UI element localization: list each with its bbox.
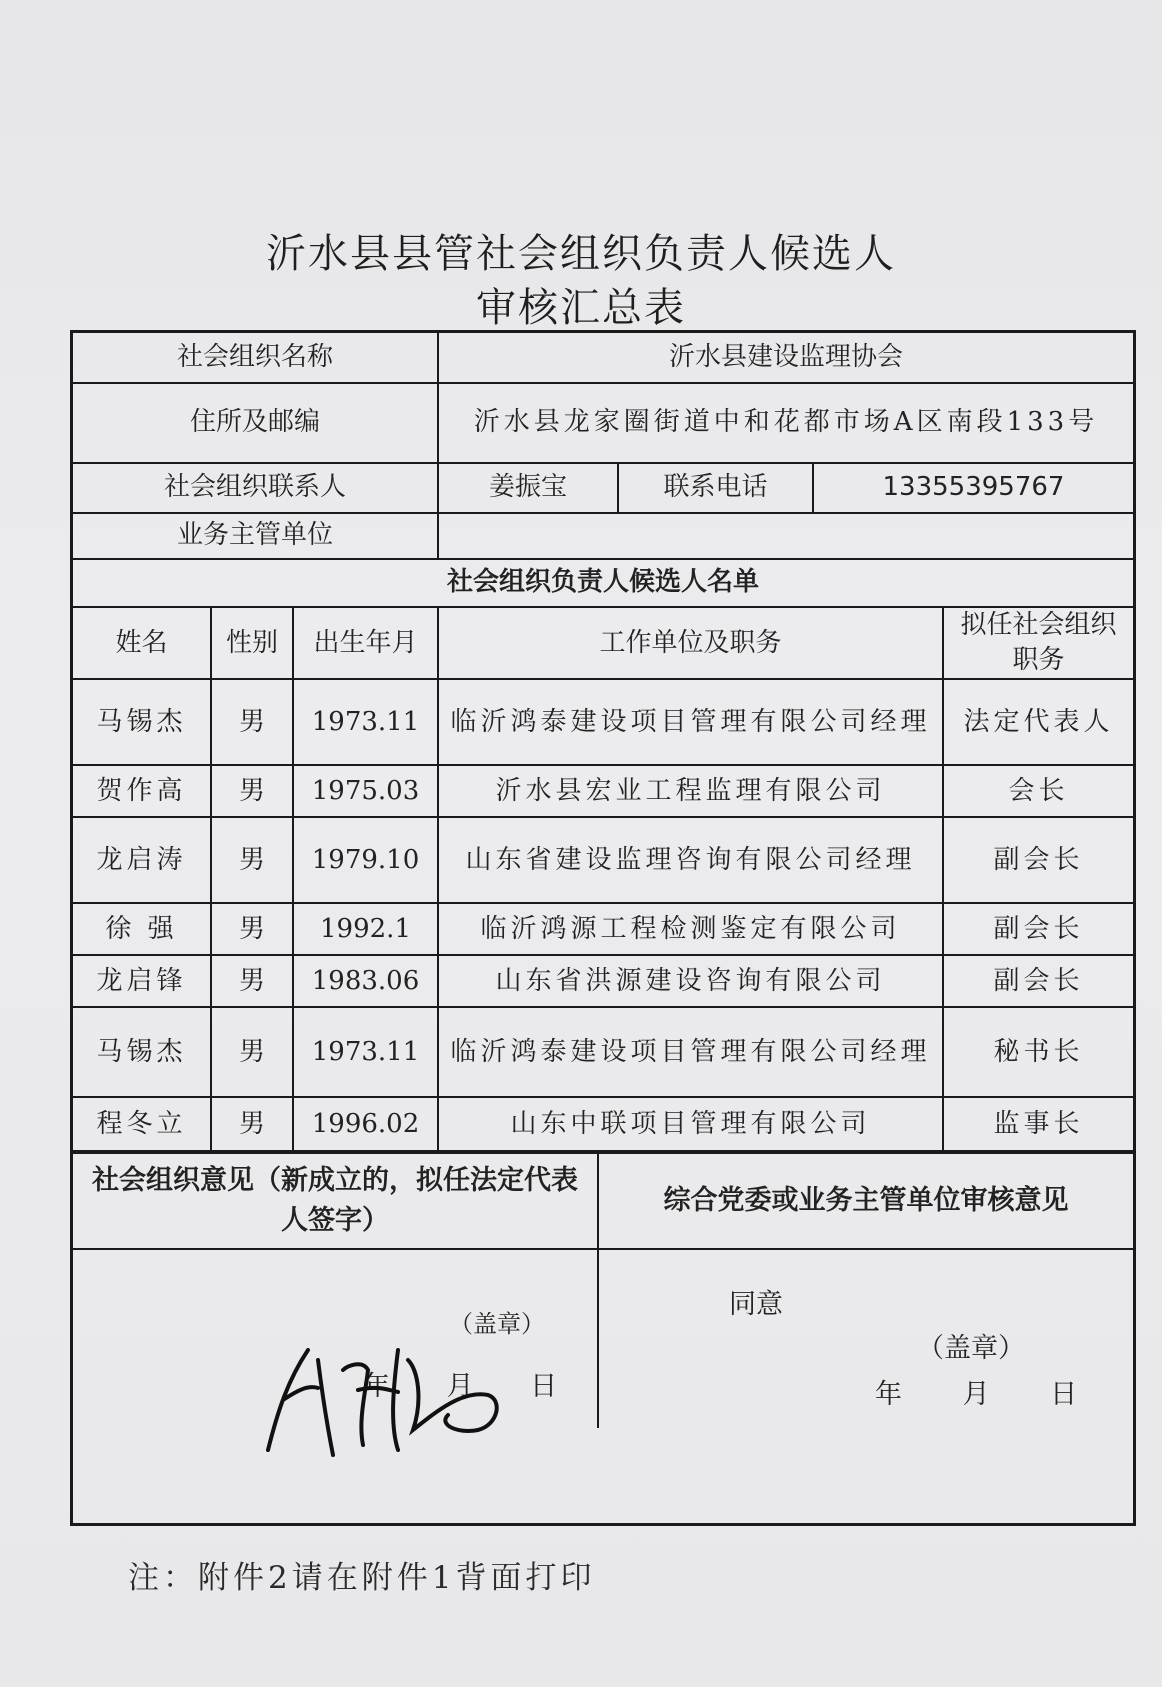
- cell-gender: 男: [211, 1007, 293, 1097]
- table-row: [73, 955, 1133, 1007]
- cell-work: 临沂鸿源工程检测鉴定有限公司: [438, 903, 943, 955]
- header-name: 姓名: [73, 607, 211, 679]
- cell-birth: 1973.11: [293, 679, 438, 765]
- contact-value: 姜振宝: [438, 463, 618, 513]
- cell-birth: 1973.11: [293, 1007, 438, 1097]
- header-work: 工作单位及职务: [438, 607, 943, 679]
- address-label: 住所及邮编: [73, 383, 438, 463]
- cell-gender: 男: [211, 955, 293, 1007]
- cell-role: 副会长: [943, 817, 1133, 903]
- cell-name: 马锡杰: [73, 1007, 211, 1097]
- cell-gender: 男: [211, 817, 293, 903]
- review-form: [70, 330, 1136, 1526]
- org-name-value: 沂水县建设监理协会: [438, 333, 1133, 383]
- cell-role: 法定代表人: [943, 679, 1133, 765]
- document-title-line2: 审核汇总表: [476, 285, 686, 331]
- supervisor-label: 业务主管单位: [73, 513, 438, 559]
- cell-name: 马锡杰: [73, 679, 211, 765]
- cell-work: 山东省洪源建设咨询有限公司: [438, 955, 943, 1007]
- org-name-label: 社会组织名称: [73, 333, 438, 383]
- cell-role: 副会长: [943, 955, 1133, 1007]
- cell-work: 山东中联项目管理有限公司: [438, 1097, 943, 1151]
- table-row: [73, 817, 1133, 903]
- header-role: 拟任社会组织职务: [943, 607, 1133, 679]
- cell-role: 副会长: [943, 903, 1133, 955]
- cell-role: 秘书长: [943, 1007, 1133, 1097]
- org-opinion-header: 社会组织意见（新成立的，拟任法定代表人签字）: [73, 1154, 597, 1250]
- cell-name: 程冬立: [73, 1097, 211, 1151]
- form-table: [73, 333, 1133, 1152]
- cell-work: 沂水县宏业工程监理有限公司: [438, 765, 943, 817]
- footnote: 注：附件2请在附件1背面打印: [128, 1560, 596, 1596]
- cell-name: 龙启锋: [73, 955, 211, 1007]
- cell-birth: 1975.03: [293, 765, 438, 817]
- cell-work: 临沂鸿泰建设项目管理有限公司经理: [438, 679, 943, 765]
- party-seal-label: （盖章）: [917, 1333, 1025, 1365]
- party-date-label: 年 月 日: [875, 1379, 1082, 1411]
- cell-work: 山东省建设监理咨询有限公司经理: [438, 817, 943, 903]
- phone-value: 13355395767: [813, 463, 1133, 513]
- party-opinion-box: [599, 1154, 1133, 1428]
- org-date-label: 年 月 日: [363, 1371, 562, 1403]
- table-row: [73, 765, 1133, 817]
- cell-gender: 男: [211, 765, 293, 817]
- opinion-section: [73, 1152, 1133, 1428]
- document-title-line1: 沂水县县管社会组织负责人候选人: [266, 231, 896, 277]
- cell-birth: 1996.02: [293, 1097, 438, 1151]
- table-row: [73, 679, 1133, 765]
- cell-birth: 1992.1: [293, 903, 438, 955]
- table-row: [73, 1097, 1133, 1151]
- cell-name: 贺作高: [73, 765, 211, 817]
- cell-name: 龙启涛: [73, 817, 211, 903]
- cell-birth: 1979.10: [293, 817, 438, 903]
- cell-work: 临沂鸿泰建设项目管理有限公司经理: [438, 1007, 943, 1097]
- candidate-section-title: 社会组织负责人候选人名单: [73, 559, 1133, 607]
- cell-role: 监事长: [943, 1097, 1133, 1151]
- cell-birth: 1983.06: [293, 955, 438, 1007]
- org-seal-label: （盖章）: [449, 1310, 545, 1339]
- handwritten-signature: [248, 1330, 548, 1460]
- header-birth: 出生年月: [293, 607, 438, 679]
- party-opinion-header: 综合党委或业务主管单位审核意见: [599, 1154, 1133, 1250]
- contact-label: 社会组织联系人: [73, 463, 438, 513]
- address-value: 沂水县龙家圈街道中和花都市场A区南段133号: [438, 383, 1133, 463]
- table-row: [73, 1007, 1133, 1097]
- header-gender: 性别: [211, 607, 293, 679]
- cell-gender: 男: [211, 679, 293, 765]
- cell-name: 徐 强: [73, 903, 211, 955]
- party-opinion-text: 同意: [729, 1289, 783, 1321]
- supervisor-value: [438, 513, 1133, 559]
- cell-role: 会长: [943, 765, 1133, 817]
- cell-gender: 男: [211, 1097, 293, 1151]
- table-row: [73, 903, 1133, 955]
- phone-label: 联系电话: [618, 463, 813, 513]
- cell-gender: 男: [211, 903, 293, 955]
